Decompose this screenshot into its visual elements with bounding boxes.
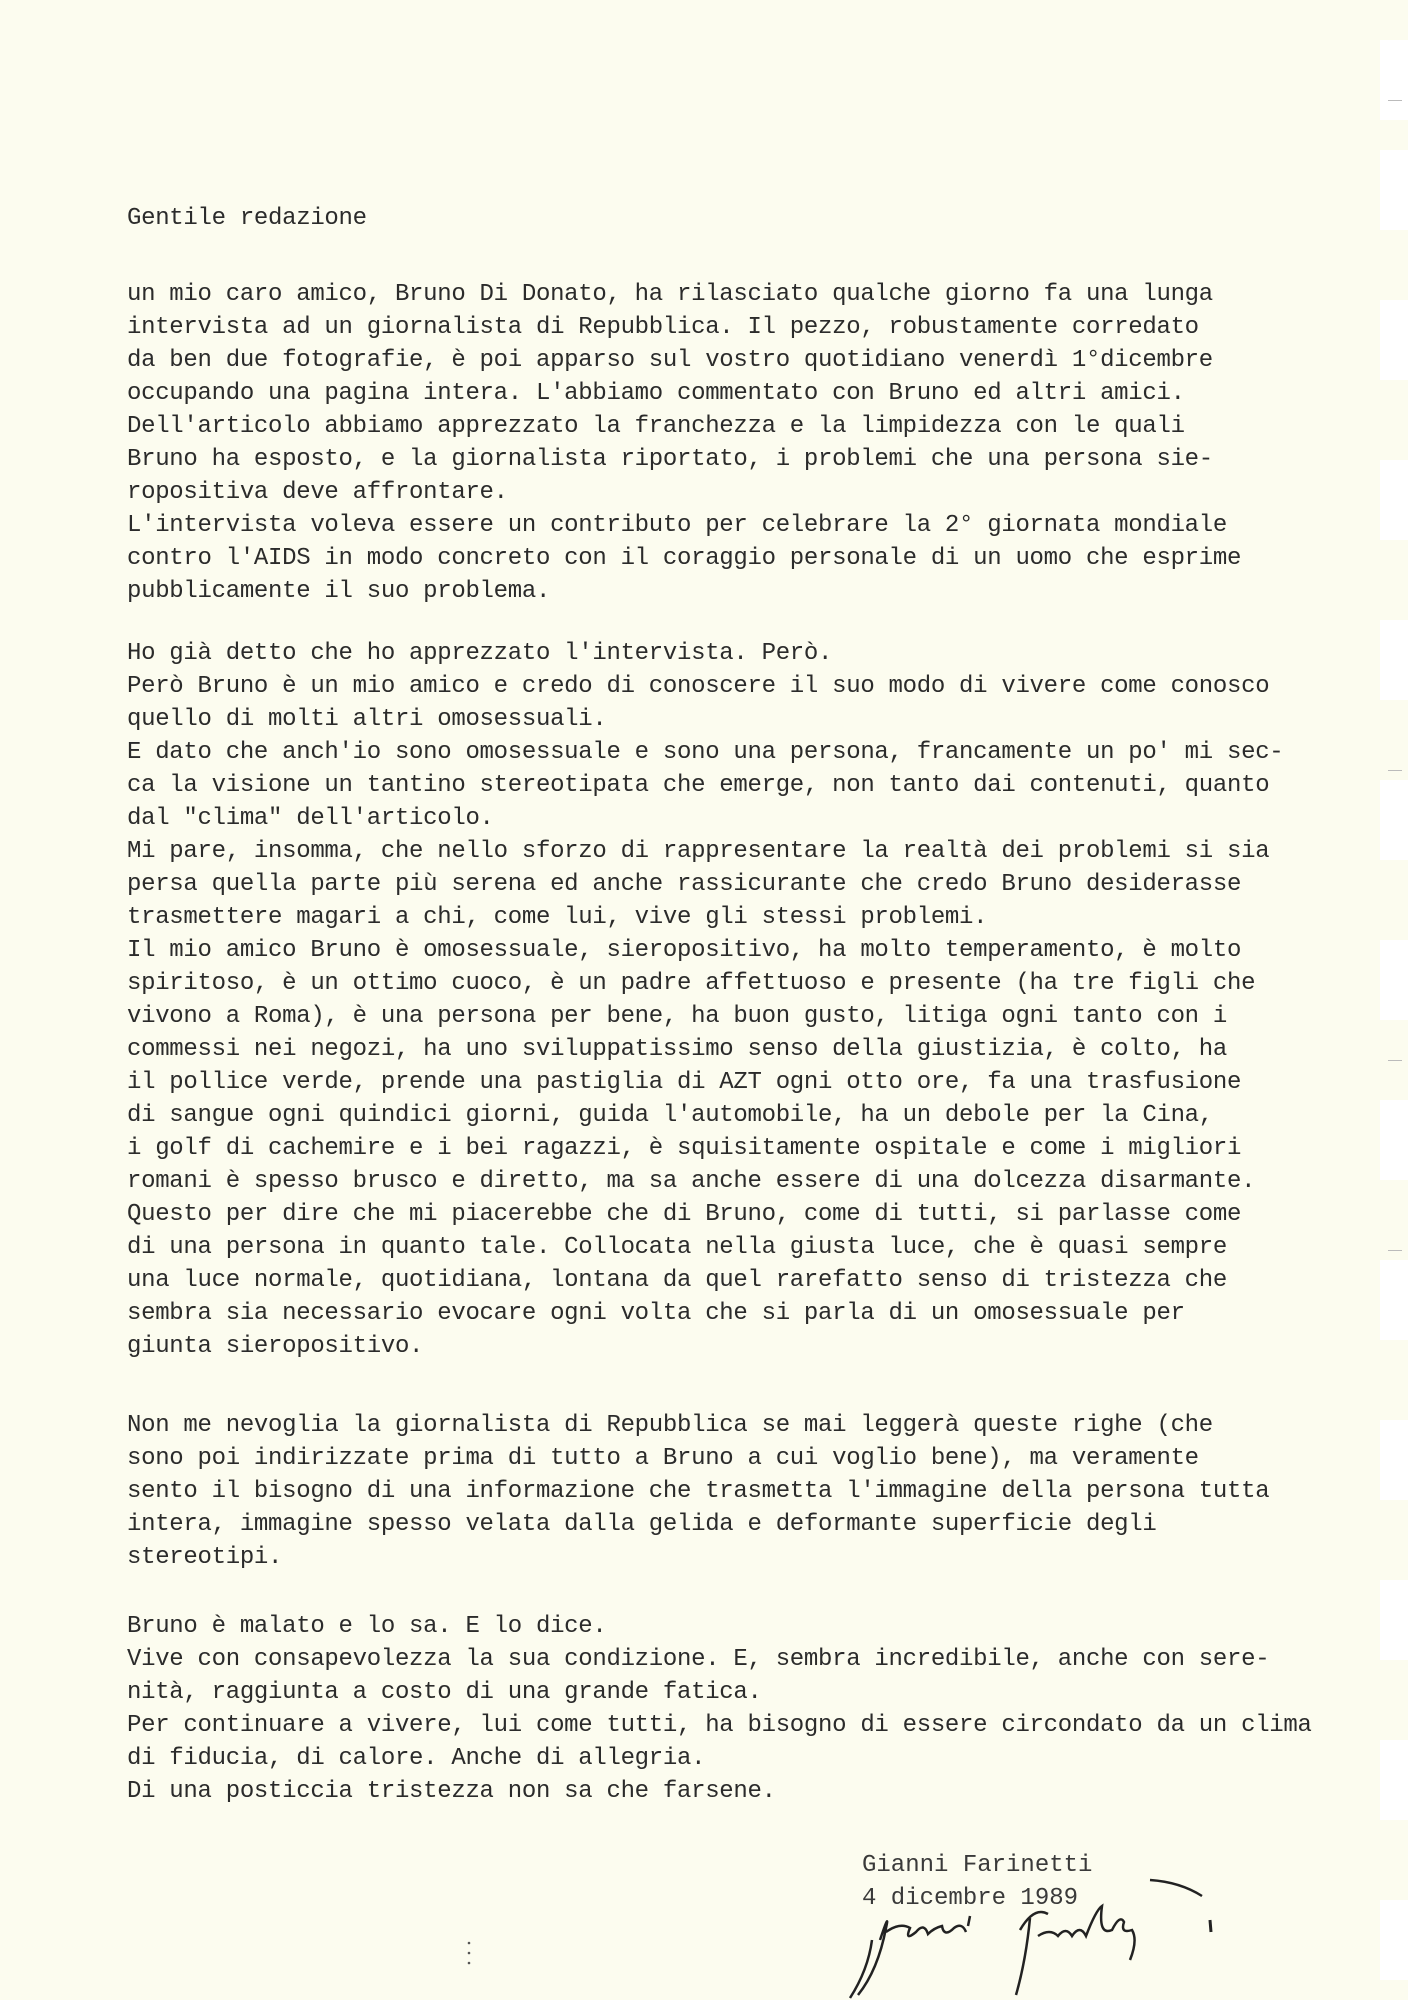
text-line: Però Bruno è un mio amico e credo di conoscere il suo modo di vivere come conosco (127, 673, 1270, 700)
text-line: pubblicamente il suo problema. (127, 578, 551, 605)
handwritten-signature (820, 1870, 1240, 2000)
text-line: occupando una pagina intera. L'abbiamo commentato con Bruno ed altri amici. (127, 380, 1185, 407)
text-line: il pollice verde, prende una pastiglia di AZT ogni otto ore, fa una trasfusione (127, 1069, 1242, 1096)
perforation (1380, 1260, 1408, 1340)
text-line: Il mio amico Bruno è omosessuale, sieropositivo, ha molto temperamento, è molto (127, 937, 1242, 964)
perforation (1380, 620, 1408, 700)
perforation (1380, 300, 1408, 380)
text-line: Bruno è malato e lo sa. E lo dice. (127, 1613, 607, 1640)
perforation (1380, 780, 1408, 860)
paragraph-2 (127, 637, 1283, 1363)
text-line: Per continuare a vivere, lui come tutti, ha bisogno di essere circondato da un clima (127, 1712, 1312, 1739)
text-line: E dato che anch'io sono omosessuale e sono una persona, francamente un po' mi sec- (127, 739, 1284, 766)
text-line: Dell'articolo abbiamo apprezzato la franchezza e la limpidezza con le quali (127, 413, 1185, 440)
text-line: intera, immagine spesso velata dalla gelida e deformante superficie degli (127, 1511, 1157, 1538)
text-line: persa quella parte più serena ed anche rassicurante che credo Bruno desiderasse (127, 871, 1242, 898)
paragraph-3 (127, 1409, 1269, 1574)
text-line: contro l'AIDS in modo concreto con il coraggio personale di un uomo che esprime (127, 545, 1242, 572)
signer-name: Gianni Farinetti (862, 1852, 1093, 1879)
perforation (1380, 1420, 1408, 1500)
text-line: di sangue ogni quindici giorni, guida l'automobile, ha un debole per la Cina, (127, 1102, 1213, 1129)
signature-date: 4 dicembre 1989 (862, 1885, 1079, 1912)
text-line: Mi pare, insomma, che nello sforzo di rappresentare la realtà dei problemi si sia (127, 838, 1270, 865)
text-line: L'intervista voleva essere un contributo per celebrare la 2° giornata mondiale (127, 512, 1227, 539)
text-line: da ben due fotografie, è poi apparso sul vostro quotidiano venerdì 1°dicembre (127, 347, 1213, 374)
text-line: ca la visione un tantino stereotipata che emerge, non tanto dai contenuti, quanto (127, 772, 1270, 799)
text-line: intervista ad un giornalista di Repubblica. Il pezzo, robustamente corredato (127, 314, 1199, 341)
text-line: spiritoso, è un ottimo cuoco, è un padre affettuoso e presente (ha tre figli che (127, 970, 1256, 997)
text-line: ropositiva deve affrontare. (127, 479, 508, 506)
paragraph-4 (127, 1610, 1312, 1808)
text-line: giunta sieropositivo. (127, 1333, 424, 1360)
salutation: Gentile redazione (127, 205, 367, 232)
margin-mark (1388, 1060, 1402, 1061)
text-line: Vive con consapevolezza la sua condizione. E, sembra incredibile, anche con sere- (127, 1646, 1270, 1673)
text-line: Questo per dire che mi piacerebbe che di Bruno, come di tutti, si parlasse come (127, 1201, 1242, 1228)
perforation (1380, 940, 1408, 1020)
text-line: trasmettere magari a chi, come lui, vive gli stessi problemi. (127, 904, 988, 931)
text-line: Bruno ha esposto, e la giornalista riportato, i problemi che una persona sie- (127, 446, 1213, 473)
text-line: dal "clima" dell'articolo. (127, 805, 494, 832)
text-line: stereotipi. (127, 1544, 283, 1571)
text-line: sento il bisogno di una informazione che trasmetta l'immagine della persona tutta (127, 1478, 1270, 1505)
text-line: un mio caro amico, Bruno Di Donato, ha rilasciato qualche giorno fa una lunga (127, 281, 1213, 308)
text-line: sembra sia necessario evocare ogni volta che si parla di un omosessuale per (127, 1300, 1185, 1327)
margin-mark (1388, 1250, 1402, 1251)
margin-mark (1388, 100, 1402, 101)
perforation (1380, 150, 1408, 230)
perforation (1380, 40, 1408, 120)
perforation (1380, 1100, 1408, 1180)
text-line: di fiducia, di calore. Anche di allegria. (127, 1745, 706, 1772)
text-line: quello di molti altri omosessuali. (127, 706, 607, 733)
text-line: nità, raggiunta a costo di una grande fatica. (127, 1679, 762, 1706)
text-line: Non me nevoglia la giornalista di Repubblica se mai leggerà queste righe (che (127, 1412, 1213, 1439)
paragraph-1 (127, 278, 1241, 608)
text-line: di una persona in quanto tale. Collocata nella giusta luce, che è quasi sempre (127, 1234, 1227, 1261)
text-line: sono poi indirizzate prima di tutto a Bruno a cui voglio bene), ma veramente (127, 1445, 1199, 1472)
perforation (1380, 460, 1408, 540)
text-line: romani è spesso brusco e diretto, ma sa anche essere di una dolcezza disarmante. (127, 1168, 1256, 1195)
perforation (1380, 1580, 1408, 1660)
margin-dots (466, 1940, 472, 1968)
text-line: commessi nei negozi, ha uno sviluppatissimo senso della giustizia, è colto, ha (127, 1036, 1227, 1063)
text-line: Ho già detto che ho apprezzato l'intervista. Però. (127, 640, 833, 667)
text-line: una luce normale, quotidiana, lontana da quel rarefatto senso di tristezza che (127, 1267, 1227, 1294)
text-line: i golf di cachemire e i bei ragazzi, è squisitamente ospitale e come i migliori (127, 1135, 1242, 1162)
text-line: Di una posticcia tristezza non sa che farsene. (127, 1778, 776, 1805)
text-line: vivono a Roma), è una persona per bene, ha buon gusto, litiga ogni tanto con i (127, 1003, 1227, 1030)
perforation (1380, 1900, 1408, 1980)
margin-mark (1388, 770, 1402, 771)
perforation (1380, 1740, 1408, 1820)
